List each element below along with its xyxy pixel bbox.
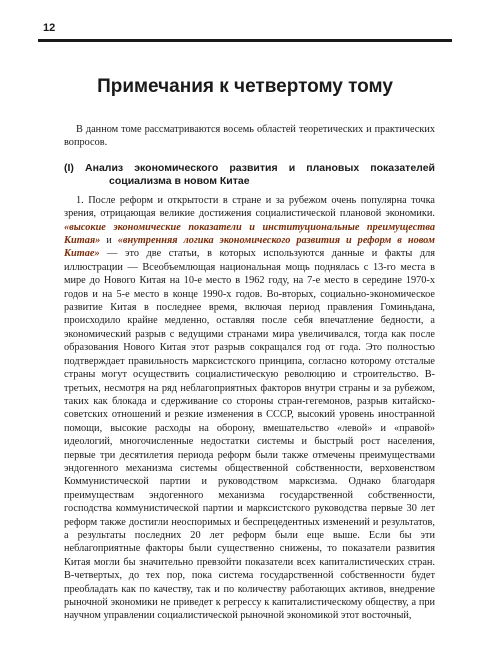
article-reference-2: «внутренняя логика экономического развития и реформ в новом Китае» [64,235,435,260]
paragraph-1-start: 1. После реформ и открытости в стране и за рубежом очень популярна точка зрения, отрицающая великие достижения социалистической плановой экономики. [64,194,435,220]
section-heading: (I) Анализ экономического развития и плановых показателей социализма в новом Китае [64,161,435,187]
paragraph-1 [64,194,435,623]
body-text [64,123,435,623]
header-rule [38,39,452,42]
paragraph-1-rest: — это две статьи, в которых используются данные и факты для иллюстрации — Всеобъемлющая национальная мощь поднялась с 13-го места в мире до Нового Китая на 10-е место в 1962 году, на 7-е место в середине 1970-х годов и на 5-е место в конце 1990-х годов. Во-вторых, социально-экономическое развитие Китая в последнее время, включая период правления Гоминьдана, происходило крайне медленно, оставляя после себя впечатление бедности, а экономический разрыв с ведущими странами мира увеличивался, тогда как после образования Нового Китая этот разрыв сокращался год от года. Это полностью подтверждает правильность марксистского принципа, согласно которому отсталые страны могут осуществить социалистическую революцию и строительство. В-третьих, несмотря на ряд неблагоприятных факторов внутри страны и за рубежом, таких как блокада и сдерживание со стороны стран-гегемонов, разрыв китайско-советских отношений и резкие изменения в СССР, высокий уровень иностранной помощи, высокие расходы на оборону, вмешательство «левой» и «правой» идеологий, многочисленные недостатки системы и быстрый рост населения, первые три десятилетия периода реформ были также отмечены преимуществами эндогенного механизма системы общественной собственности, верховенством Коммунистической партии и руководством марксизма. Однако благодаря преимуществам эндогенного механизма государственной собственности, господства коммунистической партии и марксистского руководства первые 30 лет реформ также достигли неоспоримых и беспрецедентных изменений и результатов, а результаты последних 20 лет реформ были еще выше. Если бы эти неблагоприятные факторы были существенно снижены, то показатели развития Китая могли бы значительно превзойти показатели всех капиталистических стран. В-четвертых, до тех пор, пока система государственной собственности будет преобладать как по качеству, так и по количеству работающих активов, внедрение рыночной экономики не приведет к регрессу к капиталистическому обществу, а при научном управлении социалистической рыночной экономикой этот восточный, [64,248,435,622]
page-number: 12 [43,22,56,34]
article-reference-1: «высокие экономические показатели и институциональные преимущества Китая» [64,221,435,247]
intro-paragraph: В данном томе рассматриваются восемь областей теоретических и практических вопросов. [64,124,435,149]
conjunction: и [100,235,118,247]
page-title: Примечания к четвертому тому [97,76,393,97]
